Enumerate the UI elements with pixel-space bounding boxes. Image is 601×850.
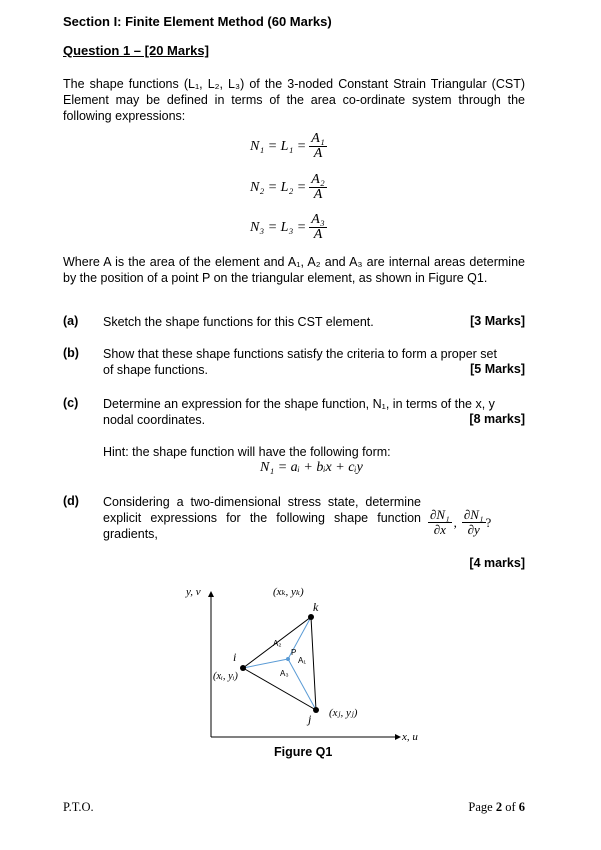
intro-paragraph: The shape functions (L₁, L₂, L₃) of the 3-noded Constant Strain Triangular (CST) Element may be defined in terms of the area co-ordinate system through the following expressions:: [63, 77, 525, 123]
part-c-hint: Hint: the shape function will have the following form:: [103, 445, 391, 459]
part-d-text: Considering a two-dimensional stress state, determine explicit expressions for the following shape function gradients,: [103, 495, 421, 541]
node-k-coord: (xₖ, yₖ): [273, 586, 304, 598]
page-of: of: [505, 800, 516, 814]
part-a-marks: [3 Marks]: [470, 314, 525, 328]
area-a3-label: A₃: [280, 669, 289, 678]
equation-n2-numerator: A₂: [311, 172, 325, 187]
part-c-text: Determine an expression for the shape function, N₁, in terms of the x, y nodal coordinates.: [103, 397, 495, 427]
part-c-label: (c): [63, 396, 79, 410]
node-j-coord: (xⱼ, yⱼ): [329, 707, 358, 719]
node-i-coord: (xᵢ, yᵢ): [213, 671, 238, 682]
where-paragraph: Where A is the area of the element and A₁, A₂ and A₃ are internal areas determine by the position of a point P on the triangular element, as shown in Figure Q1.: [63, 255, 525, 285]
part-a-text: Sketch the shape functions for this CST element.: [103, 315, 374, 329]
equation-n3-numerator: A₃: [311, 212, 325, 227]
part-d-label: (d): [63, 494, 79, 508]
equation-n2-denominator: A: [313, 187, 323, 202]
gradient-dy-numerator: ∂N₁: [463, 507, 484, 522]
node-i-dot: [240, 665, 246, 671]
equation-n1-denominator: A: [313, 146, 323, 161]
figure-caption: Figure Q1: [274, 745, 333, 759]
area-a2-label: A₂: [273, 639, 282, 648]
node-k-label: k: [313, 600, 319, 614]
point-p-dot: [286, 657, 290, 661]
part-b-label: (b): [63, 346, 79, 360]
node-j-label: j: [308, 712, 312, 726]
area-a1-label: A₁: [298, 656, 307, 665]
y-axis-label: y, v: [186, 586, 201, 598]
part-c-formula: N₁ = aᵢ + bᵢx + cᵢy: [260, 460, 363, 475]
part-d-marks: [4 marks]: [469, 556, 525, 570]
gradient-dx-denominator: ∂x: [433, 522, 446, 537]
part-b-marks: [5 Marks]: [470, 362, 525, 376]
node-i-label: i: [233, 650, 237, 664]
part-c-marks: [8 marks]: [469, 412, 525, 426]
section-title: Section I: Finite Element Method (60 Marks): [63, 14, 332, 29]
question-title: Question 1 – [20 Marks]: [63, 43, 209, 58]
x-axis-label: x, u: [402, 731, 418, 743]
equation-n2-lhs: N₂ = L₂ =: [250, 179, 307, 195]
node-j-dot: [313, 707, 319, 713]
page-current: 2: [495, 800, 503, 814]
page-prefix: Page: [468, 800, 493, 814]
gradient-dx-numerator: ∂N₁: [430, 507, 450, 522]
equation-n1-numerator: A₁: [311, 131, 325, 146]
part-d-gradients: $\frac{\text{∂N₁}}{\partial x}$ , $\frac{\text{∂N₁}}{\partial y}$ ?: [430, 507, 492, 537]
point-p-label: P: [291, 648, 297, 657]
equation-n1-lhs: N₁ = L₁ =: [250, 138, 307, 154]
part-b-text: Show that these shape functions satisfy the criteria to form a proper set of shape functions.: [103, 347, 497, 377]
gradient-dy-denominator: ∂y: [467, 522, 480, 537]
equation-n3-denominator: A: [313, 227, 323, 242]
equation-n3-lhs: N₃ = L₃ =: [250, 219, 307, 235]
page-total: 6: [518, 800, 525, 814]
footer-page-number: [468, 800, 525, 815]
footer-pto: P.T.O.: [63, 800, 94, 814]
part-a-label: (a): [63, 314, 79, 328]
